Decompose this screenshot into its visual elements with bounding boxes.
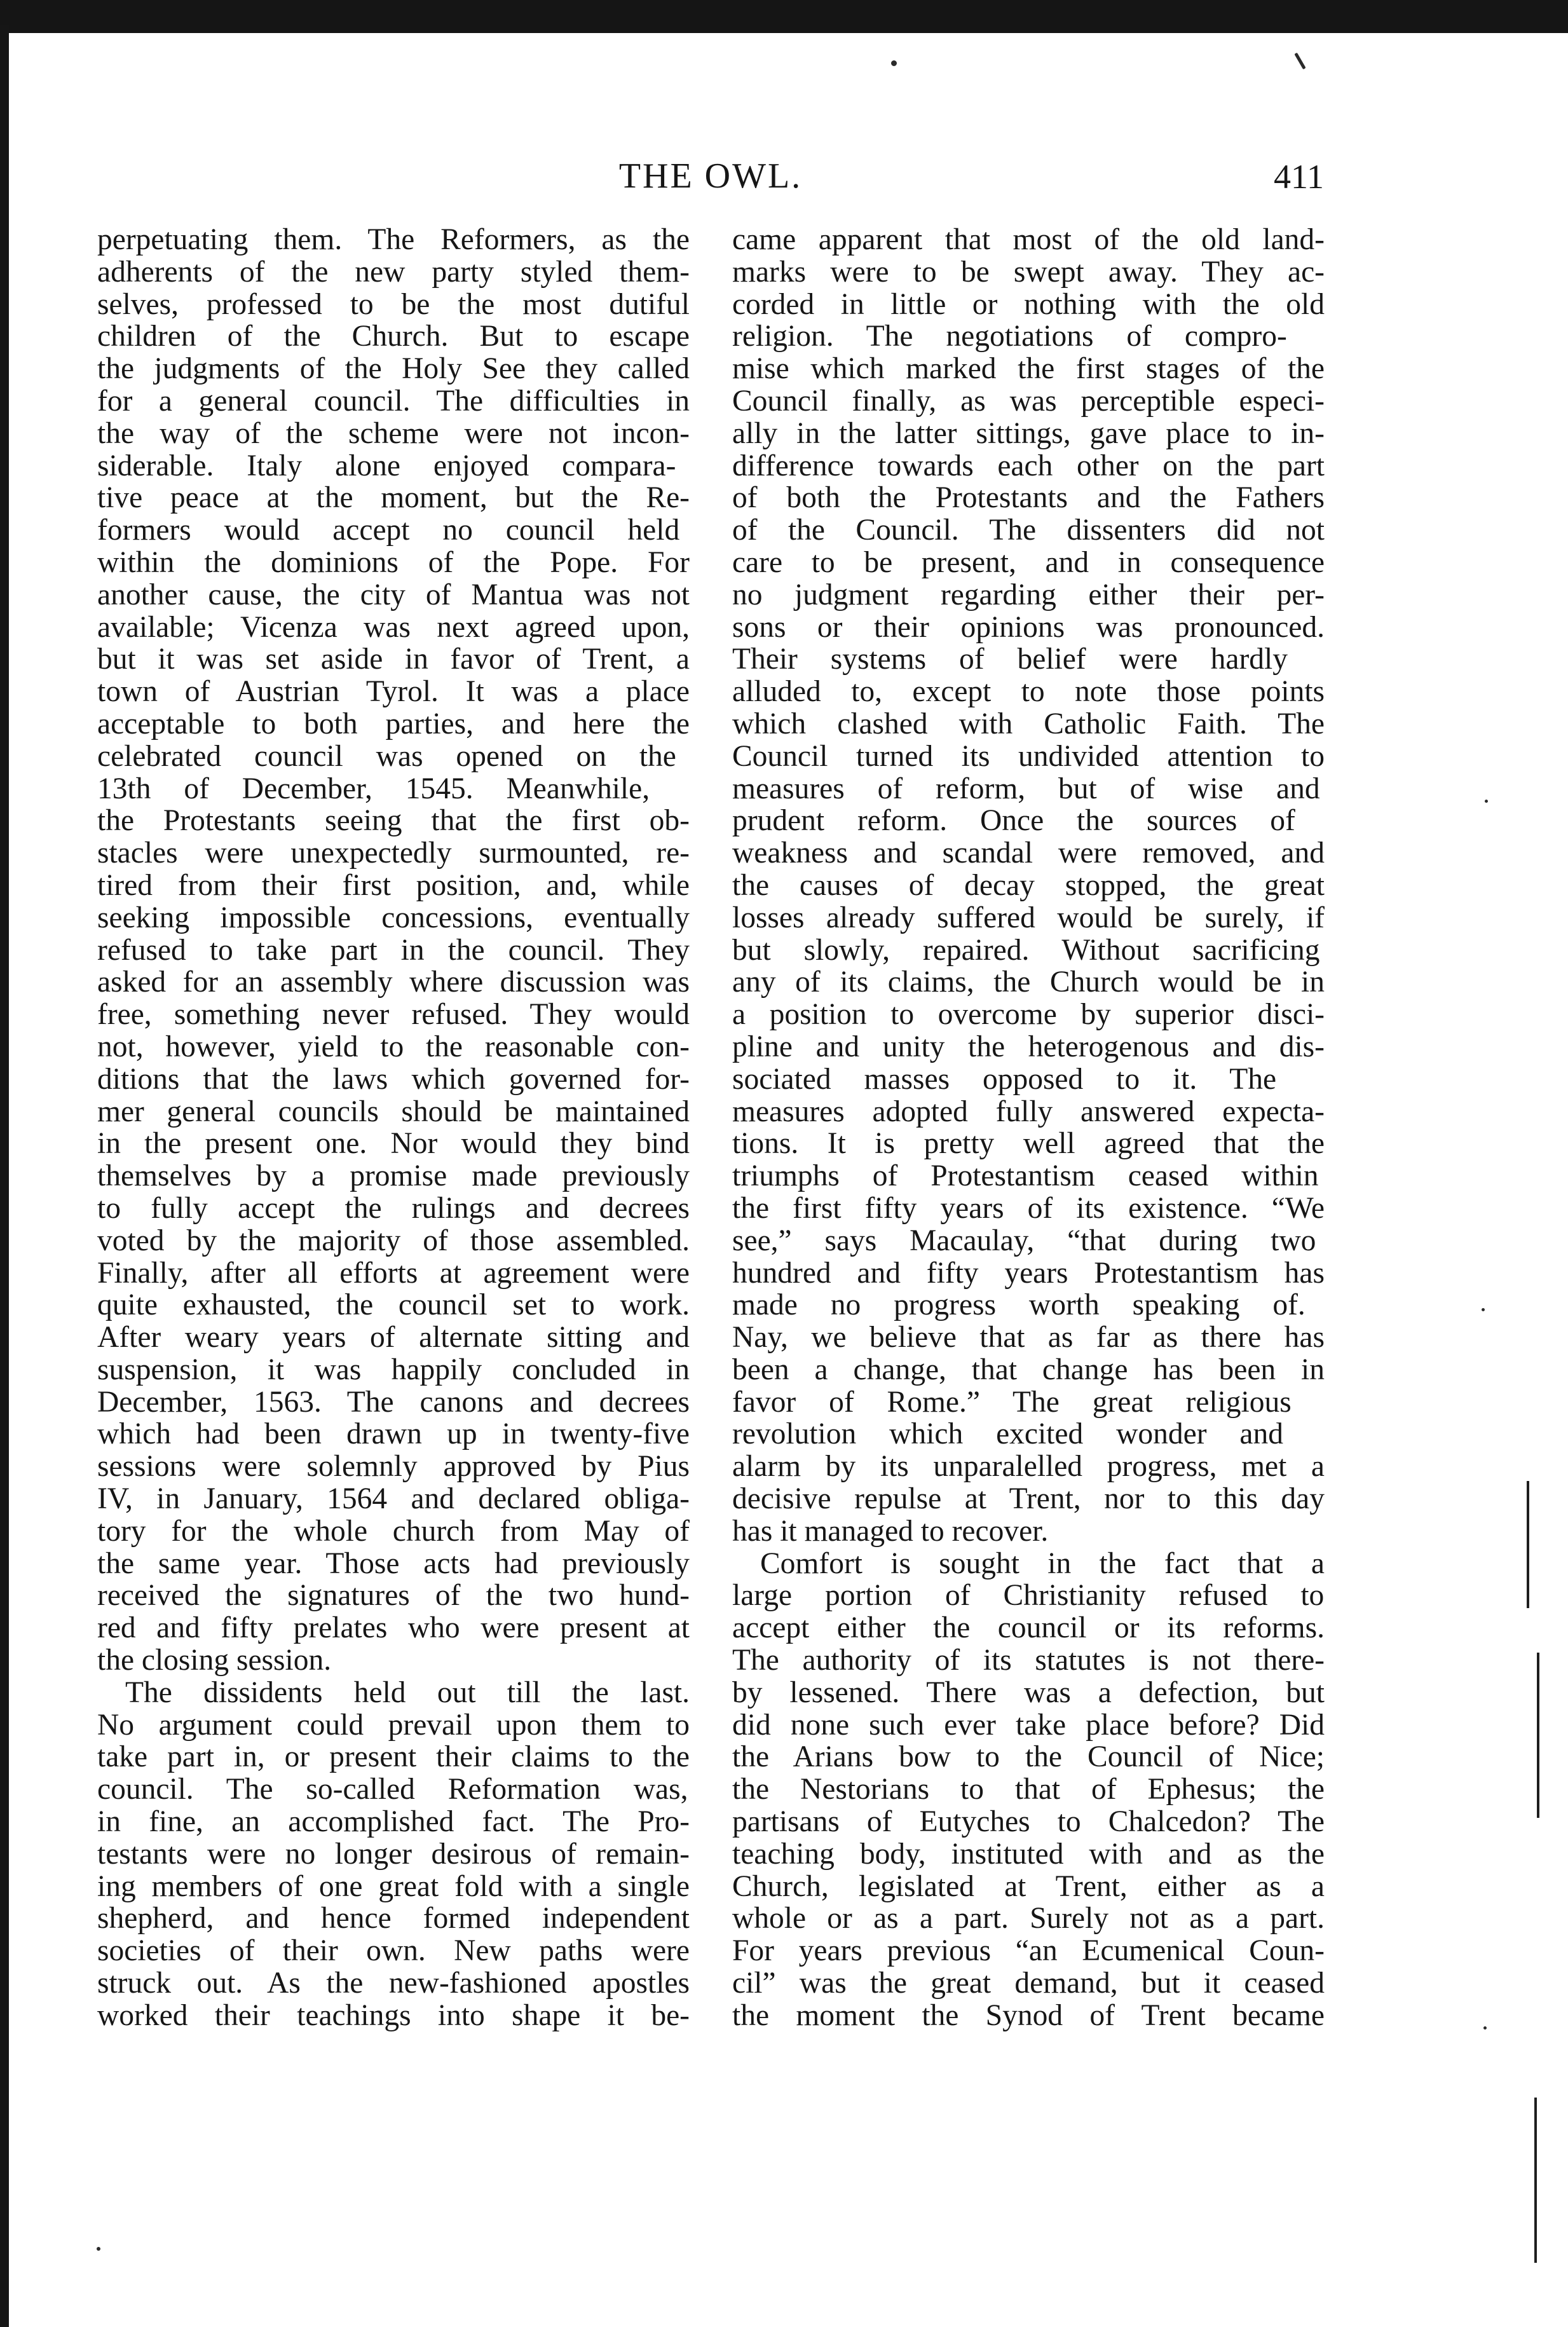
scan-top-border	[0, 0, 1568, 33]
text-line: the Arians bow to the Council of Nice;	[732, 1741, 1325, 1774]
text-line: cil” was the great demand, but it ceased	[732, 1967, 1325, 2000]
text-line: in the present one. Nor would they bind	[97, 1128, 690, 1161]
text-line: triumphs of Protestantism ceased within	[732, 1160, 1319, 1192]
text-line: of both the Protestants and the Fathers	[732, 482, 1325, 515]
text-line: marks were to be swept away. They ac-	[732, 256, 1325, 289]
scan-speck	[1485, 800, 1488, 803]
text-line: of the Council. The dissenters did not	[732, 514, 1325, 547]
text-line: seeking impossible concessions, eventually	[97, 901, 690, 934]
text-line: care to be present, and in consequence	[732, 546, 1325, 579]
text-line: take part in, or present their claims to the	[97, 1741, 690, 1774]
text-line: Comfort is sought in the fact that a	[760, 1547, 1325, 1580]
text-line: a position to overcome by superior disci-	[732, 999, 1325, 1031]
scan-speck	[1294, 53, 1306, 70]
text-line: large portion of Christianity refused to	[732, 1580, 1325, 1613]
text-line: another cause, the city of Mantua was not	[97, 578, 690, 611]
text-line: no judgment regarding either their per-	[732, 578, 1325, 611]
text-line: ditions that the laws which governed for-	[97, 1063, 690, 1096]
text-line: made no progress worth speaking of.	[732, 1289, 1306, 1322]
text-line: weakness and scandal were removed, and	[732, 837, 1325, 870]
text-line: sons or their opinions was pronounced.	[732, 611, 1325, 644]
text-line: hundred and fifty years Protestantism has	[732, 1257, 1325, 1290]
scan-streak	[1537, 1653, 1539, 1818]
text-line: corded in little or nothing with the old	[732, 288, 1325, 321]
text-line: has it managed to recover.	[732, 1515, 1049, 1548]
text-line: pline and unity the heterogenous and dis-	[732, 1030, 1325, 1063]
text-line: selves, professed to be the most dutiful	[97, 288, 690, 321]
text-line: Nay, we believe that as far as there has	[732, 1321, 1325, 1354]
text-line: revolution which excited wonder and	[732, 1418, 1284, 1451]
text-line: losses already suffered would be surely, if	[732, 901, 1325, 934]
text-line: council. The so-called Reformation was,	[97, 1773, 688, 1806]
text-line: in fine, an accomplished fact. The Pro-	[97, 1806, 690, 1838]
text-line: did none such ever take place before? Did	[732, 1709, 1325, 1742]
text-line: stacles were unexpectedly surmounted, re-	[97, 837, 690, 870]
text-line: within the dominions of the Pope. For	[97, 546, 690, 579]
text-line: not, however, yield to the reasonable con-	[97, 1030, 690, 1063]
text-line: which clashed with Catholic Faith. The	[732, 707, 1325, 740]
text-line: refused to take part in the council. They	[97, 934, 690, 967]
text-line: tions. It is pretty well agreed that the	[732, 1128, 1325, 1161]
text-line: alarm by its unparalelled progress, met a	[732, 1450, 1325, 1484]
text-line: The dissidents held out till the last.	[125, 1676, 690, 1709]
text-line: celebrated council was opened on the	[97, 740, 676, 773]
text-line: see,” says Macaulay, “that during two	[732, 1224, 1316, 1257]
text-line: the moment the Synod of Trent became	[732, 1999, 1325, 2032]
left-text-column	[97, 224, 690, 2032]
text-line: Council turned its undivided attention to	[732, 740, 1325, 773]
text-line: came apparent that most of the old land-	[732, 224, 1325, 256]
text-line: measures adopted fully answered expecta-	[732, 1095, 1325, 1128]
text-line: red and fifty prelates who were present at	[97, 1612, 690, 1645]
text-line: tired from their first position, and, while	[97, 869, 690, 902]
text-line: but slowly, repaired. Without sacrificing	[732, 934, 1320, 967]
text-line: siderable. Italy alone enjoyed compara-	[97, 449, 676, 482]
text-line: religion. The negotiations of compro-	[732, 320, 1287, 353]
text-line: accept either the council or its reforms.	[732, 1612, 1325, 1645]
running-title: THE OWL.	[618, 156, 803, 196]
text-line: sessions were solemnly approved by Pius	[97, 1450, 690, 1484]
text-line: adherents of the new party styled them-	[97, 256, 690, 289]
text-line: themselves by a promise made previously	[97, 1160, 690, 1192]
text-line: worked their teachings into shape it be-	[97, 1999, 690, 2032]
text-line: decisive repulse at Trent, nor to this day	[732, 1483, 1325, 1515]
text-line: Church, legislated at Trent, either as a	[732, 1870, 1325, 1903]
text-line: partisans of Eutyches to Chalcedon? The	[732, 1806, 1325, 1838]
text-line: societies of their own. New paths were	[97, 1935, 690, 1968]
text-line: ally in the latter sittings, gave place to in-	[732, 417, 1325, 450]
text-line: favor of Rome.” The great religious	[732, 1386, 1292, 1419]
text-line: which had been drawn up in twenty-five	[97, 1418, 690, 1451]
text-line: the Nestorians to that of Ephesus; the	[732, 1773, 1325, 1806]
text-line: testants were no longer desirous of remain-	[97, 1838, 690, 1871]
text-line: difference towards each other on the part	[732, 449, 1325, 482]
text-line: struck out. As the new-fashioned apostles	[97, 1967, 690, 2000]
text-line: but it was set aside in favor of Trent, a	[97, 643, 690, 676]
text-line: Finally, after all efforts at agreement were	[97, 1257, 690, 1290]
text-line: perpetuating them. The Reformers, as the	[97, 224, 690, 256]
text-line: whole or as a part. Surely not as a part.	[732, 1902, 1325, 1935]
text-line: to fully accept the rulings and decrees	[97, 1192, 690, 1225]
text-line: children of the Church. But to escape	[97, 320, 690, 353]
scan-speck	[97, 2247, 100, 2251]
text-line: available; Vicenza was next agreed upon,	[97, 611, 690, 644]
text-line: the Protestants seeing that the first ob-	[97, 805, 690, 838]
text-line: the first fifty years of its existence. “We	[732, 1192, 1325, 1225]
text-line: by lessened. There was a defection, but	[732, 1676, 1325, 1709]
text-line: for a general council. The difficulties in	[97, 385, 690, 418]
text-line: town of Austrian Tyrol. It was a place	[97, 676, 690, 708]
scan-left-border	[0, 25, 9, 2327]
text-line: mise which marked the first stages of the	[732, 353, 1325, 385]
text-line: the judgments of the Holy See they called	[97, 353, 690, 385]
text-line: the same year. Those acts had previously	[97, 1547, 690, 1580]
scan-speck	[891, 60, 897, 66]
text-line: Council finally, as was perceptible especi-	[732, 385, 1325, 418]
scan-speck	[1482, 1308, 1485, 1311]
right-text-column	[732, 224, 1325, 2032]
text-line: alluded to, except to note those points	[732, 676, 1325, 708]
text-line: shepherd, and hence formed independent	[97, 1902, 690, 1935]
text-line: December, 1563. The canons and decrees	[97, 1386, 690, 1419]
text-line: the causes of decay stopped, the great	[732, 869, 1325, 902]
text-line: the closing session.	[97, 1644, 332, 1677]
text-line: teaching body, instituted with and as the	[732, 1838, 1325, 1871]
text-line: free, something never refused. They would	[97, 999, 690, 1031]
running-head	[97, 156, 1324, 207]
text-line: IV, in January, 1564 and declared obliga-	[97, 1483, 690, 1515]
text-line: ing members of one great fold with a single	[97, 1870, 690, 1903]
text-line: 13th of December, 1545. Meanwhile,	[97, 772, 650, 805]
text-line: prudent reform. Once the sources of	[732, 805, 1295, 838]
text-line: been a change, that change has been in	[732, 1353, 1325, 1386]
text-line: suspension, it was happily concluded in	[97, 1353, 690, 1386]
text-line: formers would accept no council held	[97, 514, 680, 547]
text-line: received the signatures of the two hund-	[97, 1580, 690, 1613]
page-number: 411	[1274, 158, 1324, 196]
text-line: tive peace at the moment, but the Re-	[97, 482, 690, 515]
text-line: voted by the majority of those assembled.	[97, 1224, 690, 1257]
text-line: Their systems of belief were hardly	[732, 643, 1288, 676]
text-line: tory for the whole church from May of	[97, 1515, 690, 1548]
text-line: After weary years of alternate sitting and	[97, 1321, 690, 1354]
text-line: any of its claims, the Church would be in	[732, 966, 1325, 999]
scan-streak	[1527, 1481, 1529, 1608]
text-line: measures of reform, but of wise and	[732, 772, 1320, 805]
scan-speck	[1483, 2026, 1487, 2030]
text-line: The authority of its statutes is not there-	[732, 1644, 1325, 1677]
text-line: sociated masses opposed to it. The	[732, 1063, 1277, 1096]
text-line: asked for an assembly where discussion was	[97, 966, 690, 999]
text-line: No argument could prevail upon them to	[97, 1709, 690, 1742]
scan-streak	[1534, 2098, 1537, 2263]
text-line: acceptable to both parties, and here the	[97, 707, 690, 740]
text-line: quite exhausted, the council set to work.	[97, 1289, 690, 1322]
text-line: For years previous “an Ecumenical Coun-	[732, 1935, 1325, 1968]
text-line: mer general councils should be maintained	[97, 1095, 690, 1128]
text-line: the way of the scheme were not incon-	[97, 417, 690, 450]
